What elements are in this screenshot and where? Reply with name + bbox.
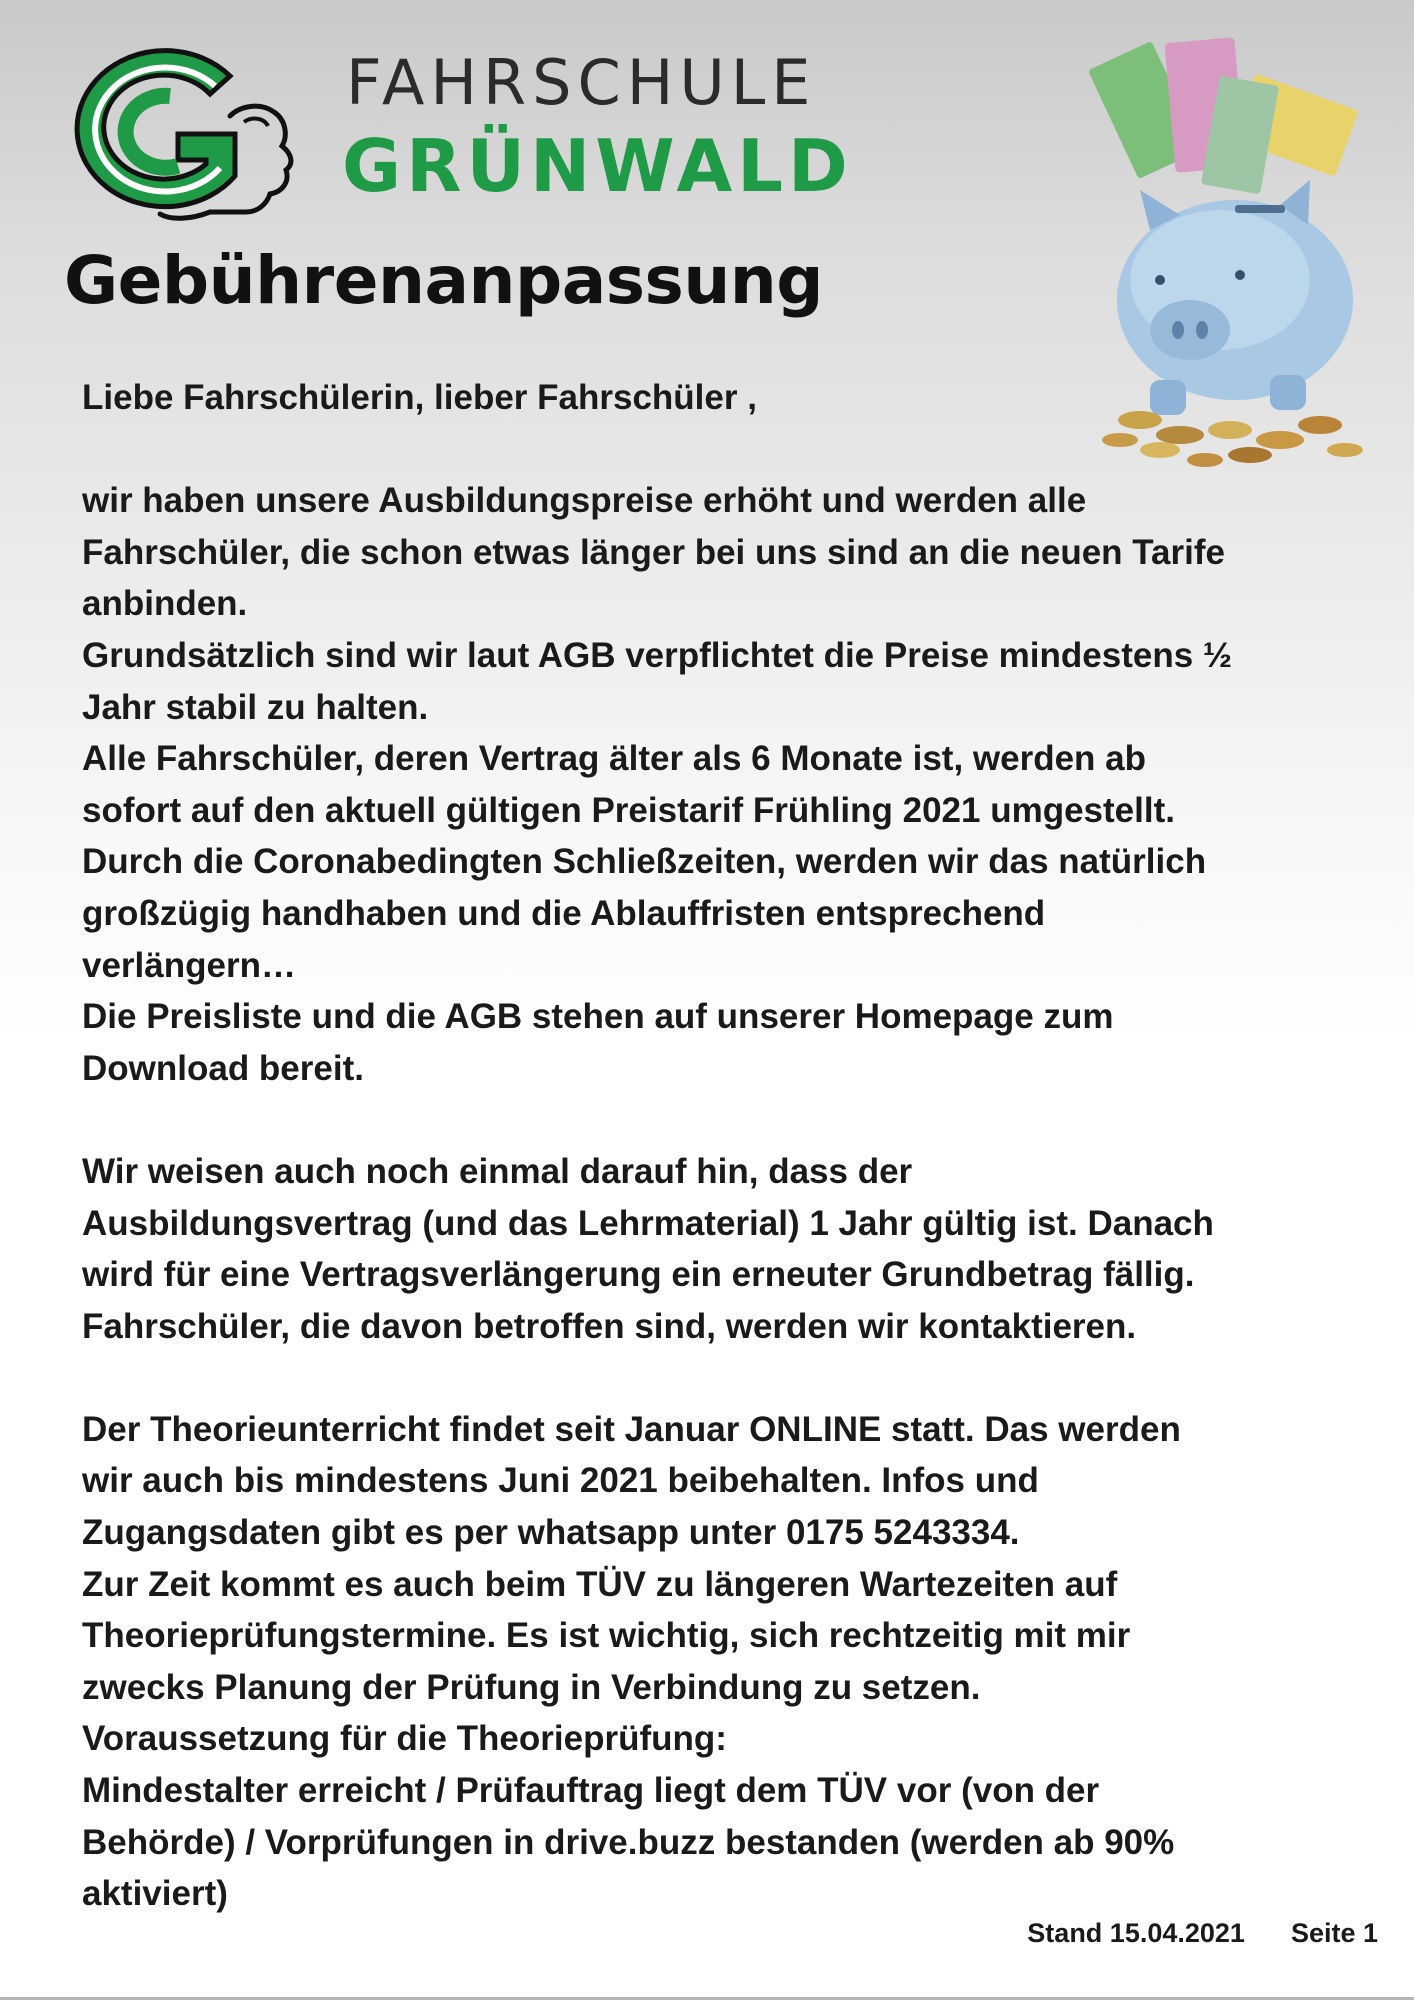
section-contract-validity xyxy=(82,1146,1342,1352)
greeting: Liebe Fahrschülerin, lieber Fahrschüler , xyxy=(82,378,757,417)
text-line: Theorieprüfungstermine. Es ist wichtig, sich rechtzeitig mit mir xyxy=(82,1616,1131,1656)
text-line: Zugangsdaten gibt es per whatsapp unter 0175 5243334. xyxy=(82,1513,1020,1553)
text-line: Grundsätzlich sind wir laut AGB verpflichtet die Preise mindestens ½ xyxy=(82,635,1233,675)
text-line: aktiviert) xyxy=(82,1874,228,1914)
section-theory-lessons xyxy=(82,1404,1342,1920)
brand-name-line2: GRÜNWALD xyxy=(342,124,853,208)
text-line: Fahrschüler, die schon etwas länger bei uns sind an die neuen Tarife xyxy=(82,532,1225,572)
text-line: Durch die Coronabedingten Schließzeiten, werden wir das natürlich xyxy=(82,842,1207,882)
section-price-adjustment xyxy=(82,475,1342,1094)
letter-body xyxy=(82,372,1342,1920)
text-line: Zur Zeit kommt es auch beim TÜV zu längeren Wartezeiten auf xyxy=(82,1564,1118,1604)
g-monogram-logo-icon xyxy=(60,36,310,226)
text-line: Behörde) / Vorprüfungen in drive.buzz bestanden (werden ab 90% xyxy=(82,1822,1175,1862)
text-line: Download bereit. xyxy=(82,1048,364,1088)
text-line: zwecks Planung der Prüfung in Verbindung zu setzen. xyxy=(82,1667,981,1707)
text-line: sofort auf den aktuell gültigen Preistarif Frühling 2021 umgestellt. xyxy=(82,790,1175,830)
footer-page-number: Seite 1 xyxy=(1290,1918,1378,1948)
text-line: Mindestalter erreicht / Prüfauftrag liegt dem TÜV vor (von der xyxy=(82,1771,1100,1811)
text-line: Alle Fahrschüler, deren Vertrag älter als 6 Monate ist, werden ab xyxy=(82,739,1146,779)
text-line: Fahrschüler, die davon betroffen sind, werden wir kontaktieren. xyxy=(82,1306,1137,1346)
text-line: Die Preisliste und die AGB stehen auf unserer Homepage zum xyxy=(82,997,1114,1037)
text-line: wir haben unsere Ausbildungspreise erhöht und werden alle xyxy=(82,481,1087,521)
brand-name-line1: FAHRSCHULE xyxy=(346,46,817,119)
text-line: wir auch bis mindestens Juni 2021 beibehalten. Infos und xyxy=(82,1461,1039,1501)
text-line: großzügig handhaben und die Ablauffristen entsprechend xyxy=(82,893,1046,933)
text-line: Der Theorieunterricht findet seit Januar ONLINE statt. Das werden xyxy=(82,1409,1181,1449)
footer-date: Stand 15.04.2021 xyxy=(1027,1918,1245,1948)
text-line: Voraussetzung für die Theorieprüfung: xyxy=(82,1719,727,1759)
text-line: Wir weisen auch noch einmal darauf hin, dass der xyxy=(82,1151,913,1191)
text-line: Ausbildungsvertrag (und das Lehrmaterial) 1 Jahr gültig ist. Danach xyxy=(82,1203,1214,1243)
page-title: Gebührenanpassung xyxy=(64,242,824,319)
banknote-icon xyxy=(1088,37,1359,194)
text-line: wird für eine Vertragsverlängerung ein erneuter Grundbetrag fällig. xyxy=(82,1255,1195,1295)
text-line: verlängern… xyxy=(82,945,296,985)
page-footer xyxy=(1027,1918,1378,1949)
text-line: anbinden. xyxy=(82,584,248,624)
text-line: Jahr stabil zu halten. xyxy=(82,687,429,727)
